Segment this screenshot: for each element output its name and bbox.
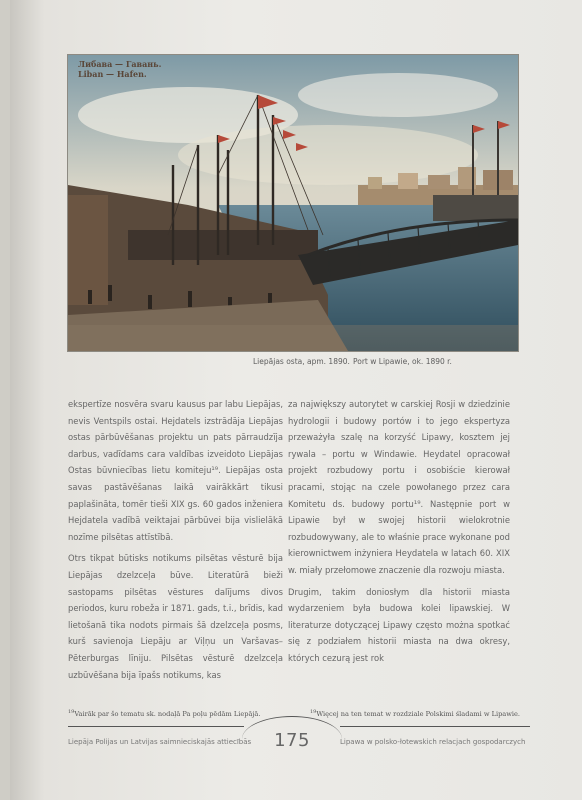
paragraph: Otrs tikpat būtisks notikums pilsētas vēsturē bija Liepājas dzelzceļa būve. Literatūrā bieži sastopams pilsētas vēstures dalījums divos periodos, kuru robeža ir 1871. gads, t.i., brīdis, kad lietošanā tika nodots pirmais šā dzelzceļa posms, kurš savienoja Liepāju ar Viļņu un Varšavas–Pēterburgas līniju. Pilsētas vēsturē dzelzceļa uzbūvēšana bija īpašs notikums, kas <box>68 553 283 680</box>
paragraph: ekspertīze nosvēra svaru kausus par labu Liepājas, nevis Ventspils ostai. Hejdatels izstrādāja Liepājas ostas pārbūvēšanas projektu un pats pārraudzīja darbus, vadīdams cara valdības izveidoto Liepājas Ostas būvniecības lietu komiteju¹⁹. Liepājas osta savas pastāvēšanas laikā vairākkārt tikusi paplašināta, tomēr tieši XIX gs. 60 gados inženiera Hejdatela vadībā veiktajai pārbūvei bija visliеlākā nozīme pilsētas attīstībā. <box>68 399 283 542</box>
footer-running-title-latvian: Liepāja Polijas un Latvijas saimnieciskajās attiecībās <box>68 738 252 746</box>
right-column-polish <box>288 396 510 672</box>
book-page <box>10 0 582 800</box>
footer-rule-right <box>340 726 530 727</box>
historical-harbor-postcard <box>67 54 519 352</box>
footnote-mark: 19 <box>68 709 75 715</box>
postcard-title-line-2: Liban — Hafen. <box>78 69 147 79</box>
footnote-polish <box>310 709 520 718</box>
footer-running-title-polish: Lipawa w polsko-łotewskich relacjach gospodarczych <box>340 738 526 746</box>
footnote-text: Vairāk par šo tematu sk. nodaļā Pa poļu pēdām Liepājā. <box>74 710 261 719</box>
left-column-latvian <box>68 396 283 688</box>
footnote-latvian <box>68 709 260 718</box>
footer-rule-left <box>68 726 244 727</box>
postcard-title <box>78 59 161 79</box>
postcard-title-line-1: Либава — Гавань. <box>78 59 162 69</box>
page-number: 175 <box>274 730 310 751</box>
harbor-illustration <box>68 55 518 351</box>
footnote-text: Więcej na ten temat w rozdziale Polskimi śladami w Lipawie. <box>316 710 520 719</box>
caption-polish: Port w Lipawie, ok. 1890 r. <box>353 357 452 366</box>
footnote-mark: 19 <box>310 709 317 715</box>
caption-latvian: Liepājas osta, apm. 1890. <box>253 357 350 366</box>
paragraph: za największy autorytet w carskiej Rosji w dziedzinie hydrologii i budowy portów i to jego ekspertyza przeważyła szalę na korzyść Lipawy, kosztem jej rywala – portu w Windawie. Heydatel opracował projekt rozbudowy portu i osobiście kierował pracami, stojąc na czele powołanego przez cara Komitetu ds. budowy portu¹⁹. Następnie port w Lipawie był w swojej historii wielokrotnie rozbudowywany, ale to właśnie prace wykonane pod kierownictwem inżyniera Heydatela w latach 60. XIX w. miały przełomowe znaczenie dla rozwoju miasta. <box>288 399 510 575</box>
paragraph: Drugim, takim doniosłym dla historii miasta wydarzeniem była budowa kolei lipawskiej. W literaturze dotyczącej Lipawy często można spotkać się z podziałem historii miasta na dwa okresy, których cezurą jest rok <box>288 586 510 663</box>
